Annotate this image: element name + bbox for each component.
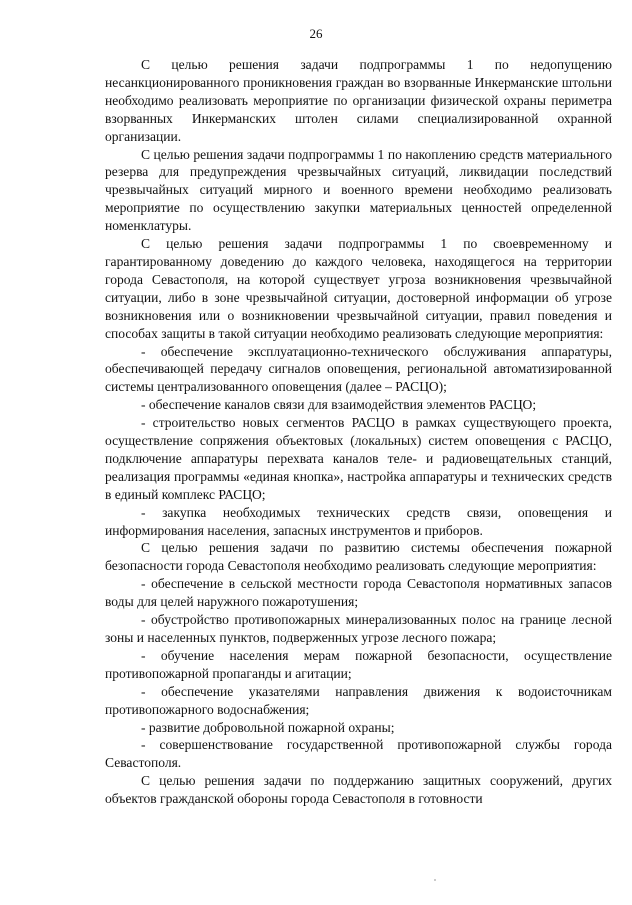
list-item-fire-training: - обучение населения мерам пожарной безопасности, осуществление противопожарной пропаганды и агитации; [105, 647, 612, 681]
list-item-rasco-maintenance: - обеспечение эксплуатационно-технического обслуживания аппаратуры, обеспечивающей передачу сигналов оповещения, региональной автоматизированной системы централизованного оповещения (далее – РАСЦО); [105, 343, 612, 395]
paragraph-fire-safety: С целью решения задачи по развитию системы обеспечения пожарной безопасности города Севастополя необходимо реализовать следующие мероприятия: [105, 540, 612, 574]
page-number: 26 [309, 26, 323, 41]
paragraph-material-reserve: С целью решения задачи подпрограммы 1 по накоплению средств материального резерва для предупреждения чрезвычайных ситуаций, ликвидации последствий чрезвычайных ситуаций мирного и военного времени необходимо реализовать мероприятие по осуществлению закупки материальных ценностей определенной номенклатуры. [105, 146, 612, 234]
list-item-rasco-construction: - строительство новых сегментов РАСЦО в рамках существующего проекта, осуществление сопряжения объектовых (локальных) систем оповещения с РАСЦО, подключение аппаратуры перехвата каналов теле- и радиовещательных станций, реализация программы «единая кнопка», настройка аппаратуры и технических средств в единый комплекс РАСЦО; [105, 415, 612, 502]
list-item-equipment-purchase: - закупка необходимых технических средств связи, оповещения и информирования населения, запасных инструментов и приборов. [105, 504, 612, 538]
paragraph-warning-population: С целью решения задачи подпрограммы 1 по своевременному и гарантированному доведению до каждого человека, находящегося на территории города Севастополя, на которой существует угроза возникновения чрезвычайной ситуации, либо в зоне чрезвычайной ситуации, достоверной информации об угрозе возникновения или о возникновении чрезвычайной ситуации, правил поведения и способах защиты в такой ситуации необходимо реализовать следующие мероприятия: [105, 236, 612, 341]
list-item-rasco-channels: - обеспечение каналов связи для взаимодействия элементов РАСЦО; [141, 397, 537, 413]
document-body [105, 56, 612, 808]
paragraph-inkerman-adits-guard: С целью решения задачи подпрограммы 1 по недопущению несанкционированного проникновения граждан во взорванные Инкерманские штольни необходимо реализовать мероприятие по организации физической охраны периметра взорванных Инкерманских штолен силами специализированной охранной организации. [105, 57, 612, 144]
list-item-water-signs: - обеспечение указателями направления движения к водоисточникам противопожарного водоснабжения; [105, 683, 612, 717]
list-item-fire-service: - совершенствование государственной противопожарной службы города Севастополя. [105, 737, 612, 771]
list-item-water-supply: - обеспечение в сельской местности города Севастополя нормативных запасов воды для целей наружного пожаротушения; [105, 576, 612, 610]
list-item-firebreaks: - обустройство противопожарных минерализованных полос на границе лесной зоны и населенных пунктов, подверженных угрозе лесного пожара; [105, 612, 612, 645]
scan-speck [434, 879, 436, 881]
list-item-volunteer-brigade: - развитие добровольной пожарной охраны; [141, 719, 395, 735]
paragraph-civil-defense: С целью решения задачи по поддержанию защитных сооружений, других объектов гражданской обороны города Севастополя в готовности [105, 773, 612, 807]
